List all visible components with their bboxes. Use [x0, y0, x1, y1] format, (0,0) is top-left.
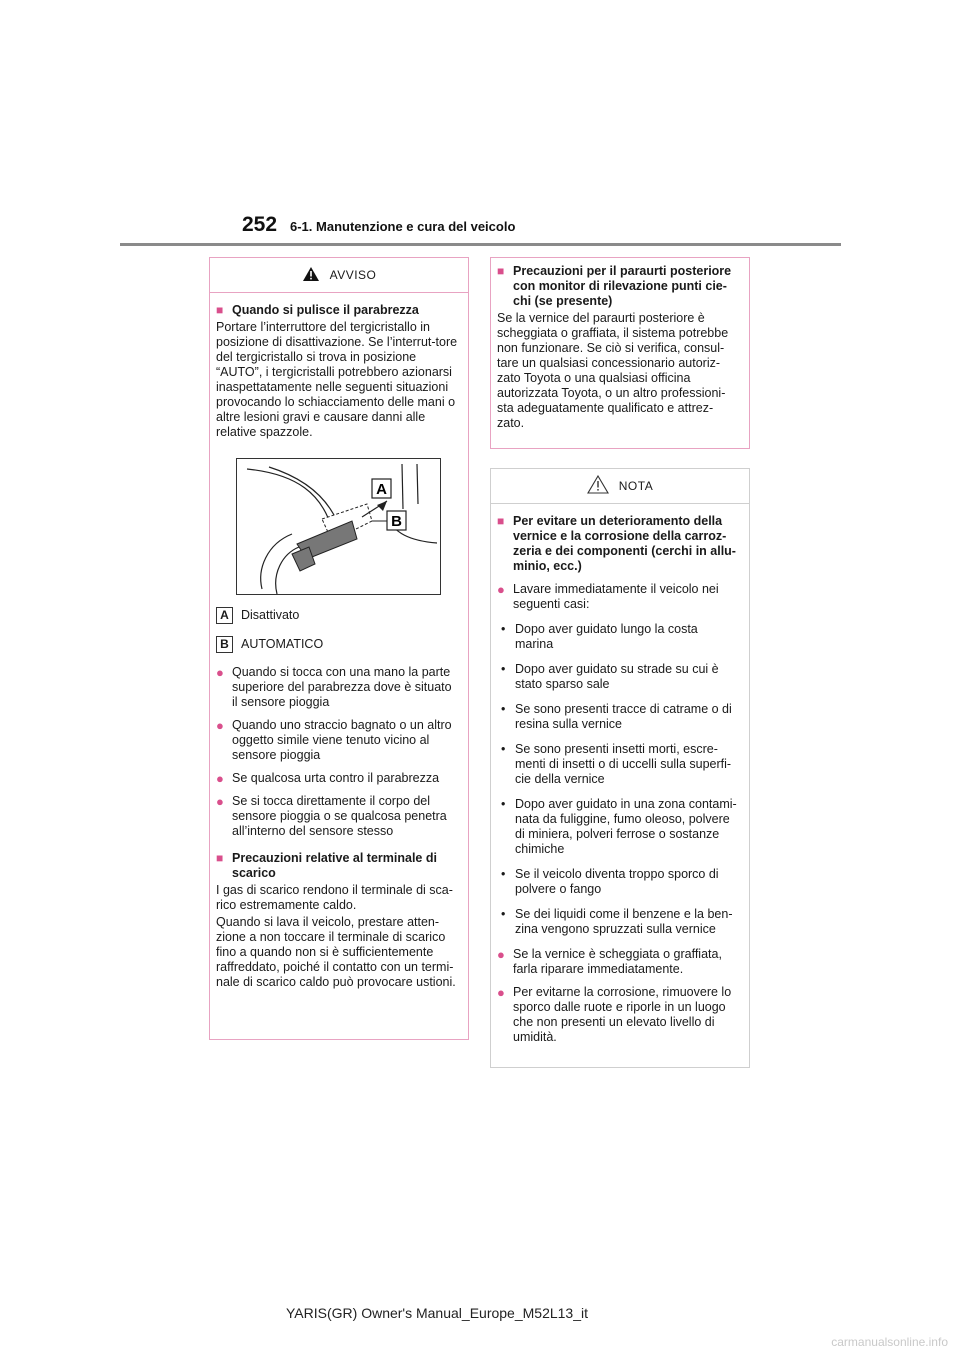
- square-bullet-icon: ■: [216, 851, 224, 865]
- bumper-box: [490, 257, 750, 449]
- round-bullet-icon: ●: [216, 771, 224, 786]
- note-header: [491, 469, 749, 504]
- list-item: [497, 947, 739, 977]
- warning-paragraph-2: I gas di scarico rendono il terminale di sca-rico estremamente caldo.: [216, 883, 453, 912]
- bumper-heading: [497, 264, 739, 309]
- bullet-text: Quando si tocca con una mano la parte superiore del parabrezza dove è situato il sensore pioggia: [232, 665, 452, 709]
- warning-header: [210, 258, 468, 293]
- list-item: [216, 794, 458, 839]
- bullet-text: Se la vernice è scheggiata o graffiata, farla riparare immediatamente.: [513, 947, 722, 976]
- legend-badge-b: B: [216, 636, 233, 653]
- heading-text: Precauzioni relative al terminale di scarico: [232, 851, 437, 880]
- warning-body: [210, 293, 468, 990]
- list-item: [497, 582, 739, 612]
- header-rule: [120, 243, 841, 246]
- heading-text: Per evitare un deterioramento della vernice e la corrosione della carroz-zeria e dei componenti (cerchi in allu-minio, ecc.): [513, 514, 736, 573]
- legend-badge-a: A: [216, 607, 233, 624]
- bullet-text: Lavare immediatamente il veicolo nei seguenti casi:: [513, 582, 719, 611]
- round-bullet-icon: ●: [216, 794, 224, 809]
- dash-marker: •: [501, 702, 506, 716]
- round-bullet-icon: ●: [216, 718, 224, 733]
- figure-label-a: A: [376, 481, 387, 498]
- dash-text: Dopo aver guidato su strade su cui è stato sparso sale: [515, 662, 719, 691]
- list-item: [216, 718, 458, 763]
- note-heading: [497, 514, 739, 574]
- heading-text: Quando si pulisce il parabrezza: [232, 303, 419, 317]
- square-bullet-icon: ■: [216, 303, 224, 317]
- bullet-text: Se si tocca direttamente il corpo del sensore pioggia o se qualcosa penetra all’interno del sensore stesso: [232, 794, 447, 838]
- square-bullet-icon: ■: [497, 514, 505, 528]
- round-bullet-icon: ●: [497, 582, 505, 597]
- page-number: 252: [242, 213, 278, 236]
- bullet-text: Per evitarne la corrosione, rimuovere lo sporco dalle ruote e riporle in un luogo che non presenti un elevato livello di umidità.: [513, 985, 732, 1044]
- dash-marker: •: [501, 867, 506, 881]
- dash-item: [501, 742, 739, 787]
- dash-marker: •: [501, 907, 506, 921]
- watermark: carmanualsonline.info: [831, 1335, 948, 1349]
- list-item: [216, 665, 458, 710]
- caution-triangle-icon: [587, 475, 609, 497]
- warning-heading-windshield: [216, 303, 458, 318]
- dash-item: [501, 662, 739, 692]
- legend-item-a: [216, 607, 458, 624]
- dash-marker: •: [501, 662, 506, 676]
- round-bullet-icon: ●: [497, 947, 505, 962]
- heading-text: Precauzioni per il paraurti posteriore con monitor di rilevazione punti cie-chi (se presente): [513, 264, 732, 308]
- wiper-lever-illustration: [236, 458, 441, 595]
- dash-item: [501, 622, 739, 652]
- dash-item: [501, 702, 739, 732]
- list-item: [497, 985, 739, 1045]
- bullet-text: Quando uno straccio bagnato o un altro oggetto simile viene tenuto vicino al sensore pioggia: [232, 718, 452, 762]
- legend-item-b: [216, 636, 458, 653]
- warning-triangle-icon: [302, 266, 320, 285]
- note-title: NOTA: [618, 479, 654, 493]
- section-title: 6-1. Manutenzione e cura del veicolo: [290, 219, 516, 234]
- bumper-paragraph: Se la vernice del paraurti posteriore è scheggiata o graffiata, il sistema potrebbe non funzionare. Se ciò si verifica, consul-tare un qualsiasi concessionario autoriz-zato Toyota o una qualsiasi officina autorizzata Toyota, o un altro professioni-sta adeguatamente qualificato e attrez-zato.: [497, 311, 729, 430]
- dash-text: Se sono presenti tracce di catrame o di resina sulla vernice: [515, 702, 732, 731]
- dash-text: Se il veicolo diventa troppo sporco di polvere o fango: [515, 867, 719, 896]
- warning-paragraph-3: Quando si lava il veicolo, prestare atten-zione a non toccare il terminale di scarico fino a quando non si è sufficientemente raffreddato, poiché il contatto con un termi-nale di scarico caldo può provocare ustioni.: [216, 915, 456, 989]
- legend-text-b: AUTOMATICO: [241, 637, 324, 651]
- warning-heading-exhaust: [216, 851, 458, 881]
- dash-text: Se sono presenti insetti morti, escre-menti di insetti o di uccelli sulla superfi-cie della vernice: [515, 742, 732, 786]
- list-item: [216, 771, 458, 786]
- warning-paragraph-1: Portare l’interruttore del tergicristallo in posizione di disattivazione. Se l’interrut-tore del tergicristallo si trova in posizione “AUTO”, i tergicristalli potrebbero azionarsi inaspettatamente nelle seguenti situazioni provocando lo schiacciamento delle mani o altre lesioni gravi e causare danni alle relative spazzole.: [216, 320, 458, 439]
- dash-marker: •: [501, 742, 506, 756]
- square-bullet-icon: ■: [497, 264, 505, 278]
- note-box: [490, 468, 750, 1068]
- round-bullet-icon: ●: [497, 985, 505, 1000]
- dash-item: [501, 867, 739, 897]
- dash-item: [501, 797, 739, 857]
- footer-manual-id: YARIS(GR) Owner's Manual_Europe_M52L13_it: [286, 1305, 588, 1321]
- warning-title: AVVISO: [329, 268, 377, 282]
- note-body: [491, 504, 749, 1045]
- figure-label-b: B: [391, 513, 402, 530]
- dash-text: Dopo aver guidato in una zona contami-nata da fuliggine, fumo oleoso, polvere di miniera, polveri ferrose o sostanze chimiche: [515, 797, 737, 856]
- round-bullet-icon: ●: [216, 665, 224, 680]
- bumper-body: [491, 258, 749, 431]
- legend-text-a: Disattivato: [241, 608, 300, 622]
- dash-marker: •: [501, 797, 506, 811]
- dash-item: [501, 907, 739, 937]
- dash-text: Se dei liquidi come il benzene e la ben-zina vengono spruzzati sulla vernice: [515, 907, 733, 936]
- dash-text: Dopo aver guidato lungo la costa marina: [515, 622, 698, 651]
- dash-marker: •: [501, 622, 506, 636]
- bullet-text: Se qualcosa urta contro il parabrezza: [232, 771, 440, 785]
- warning-box: [209, 257, 469, 1040]
